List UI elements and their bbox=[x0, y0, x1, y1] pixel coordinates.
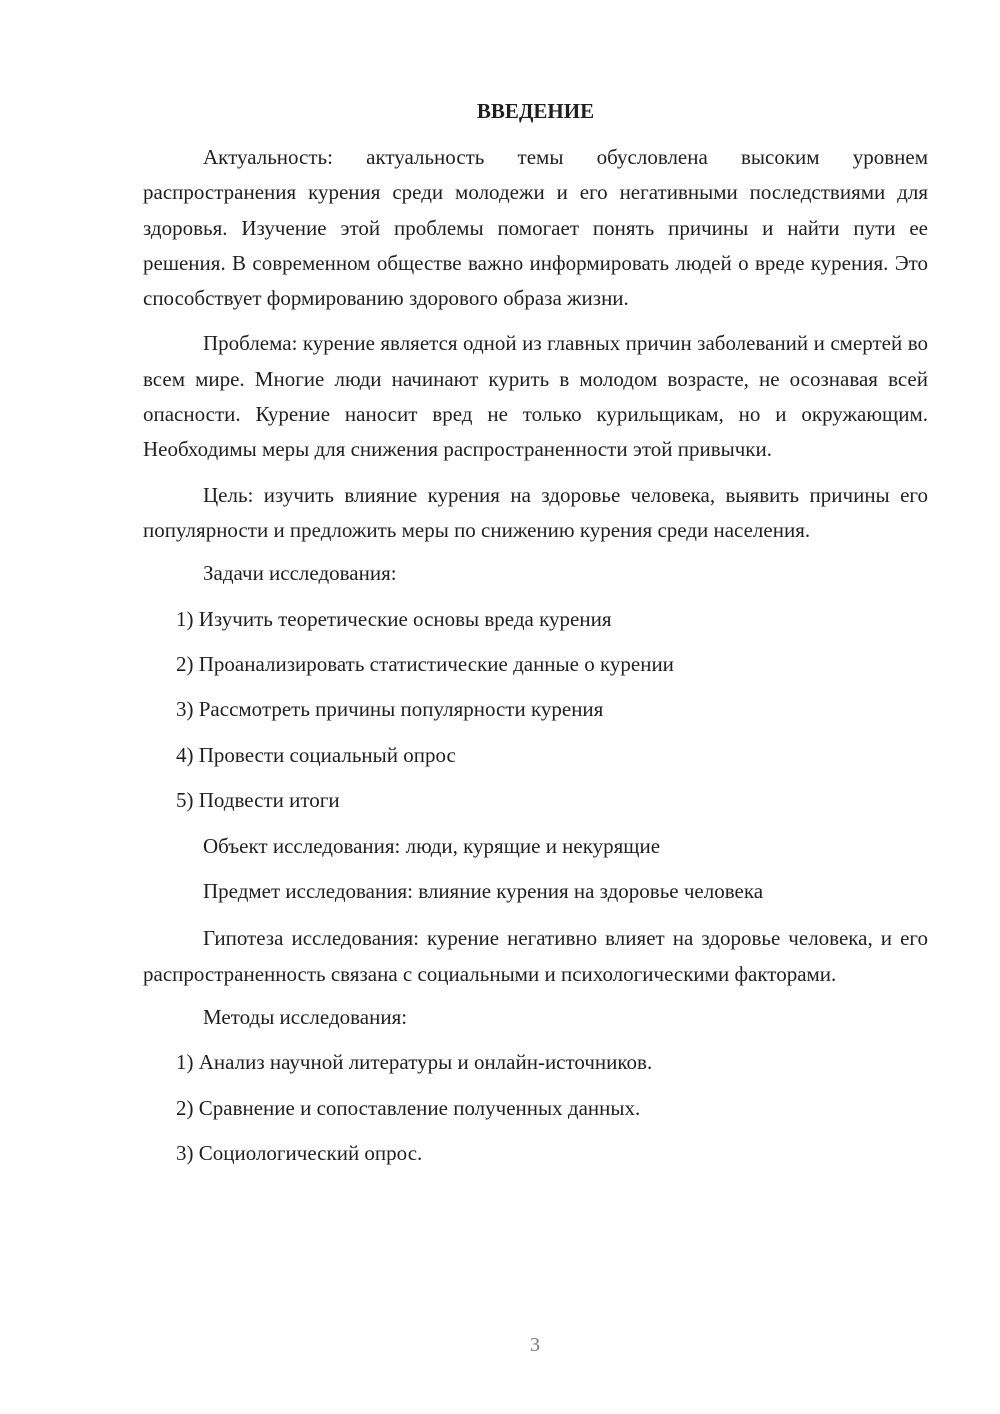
method-item: 1) Анализ научной литературы и онлайн-источников. bbox=[176, 1050, 653, 1075]
research-subject: Предмет исследования: влияние курения на здоровье человека bbox=[203, 879, 764, 903]
hypothesis-paragraph: Гипотеза исследования: курение негативно влияет на здоровье человека, и его распространенность связана с социальными и психологическими факторами. bbox=[143, 926, 928, 986]
task-item: 4) Провести социальный опрос bbox=[176, 742, 456, 767]
page-number: 3 bbox=[530, 1334, 540, 1356]
method-item: 3) Социологический опрос. bbox=[176, 1141, 423, 1166]
goal-paragraph: Цель: изучить влияние курения на здоровье человека, выявить причины его популярности и предложить меры по снижению курения среди населения. bbox=[143, 482, 928, 542]
task-item: 2) Проанализировать статистические данные о курении bbox=[176, 652, 674, 677]
relevance-paragraph: Актуальность: актуальность темы обусловлена высоким уровнем распространения курения среди молодежи и его негативными последствиями для здоровья. Изучение этой проблемы помогает понять причины и найти пути ее решения. В современном обществе важно информировать людей о вреде курения. Это способствует формированию здорового образа жизни. bbox=[143, 145, 928, 311]
tasks-heading: Задачи исследования: bbox=[203, 561, 397, 586]
page-content bbox=[143, 96, 928, 1184]
task-item: 3) Рассмотреть причины популярности курения bbox=[176, 697, 604, 722]
task-item: 1) Изучить теоретические основы вреда курения bbox=[176, 606, 612, 631]
section-title: ВВЕДЕНИЕ bbox=[476, 99, 595, 123]
method-item: 2) Сравнение и сопоставление полученных данных. bbox=[176, 1095, 641, 1120]
methods-heading: Методы исследования: bbox=[203, 1004, 408, 1029]
research-object: Объект исследования: люди, курящие и некурящие bbox=[203, 833, 661, 858]
problem-paragraph: Проблема: курение является одной из главных причин заболеваний и смертей во всем мире. Многие люди начинают курить в молодом возрасте, не осознавая всей опасности. Курение наносит вред не только курильщикам, но и окружающим. Необходимы меры для снижения распространенности этой привычки. bbox=[143, 331, 928, 462]
task-item: 5) Подвести итоги bbox=[176, 788, 340, 813]
